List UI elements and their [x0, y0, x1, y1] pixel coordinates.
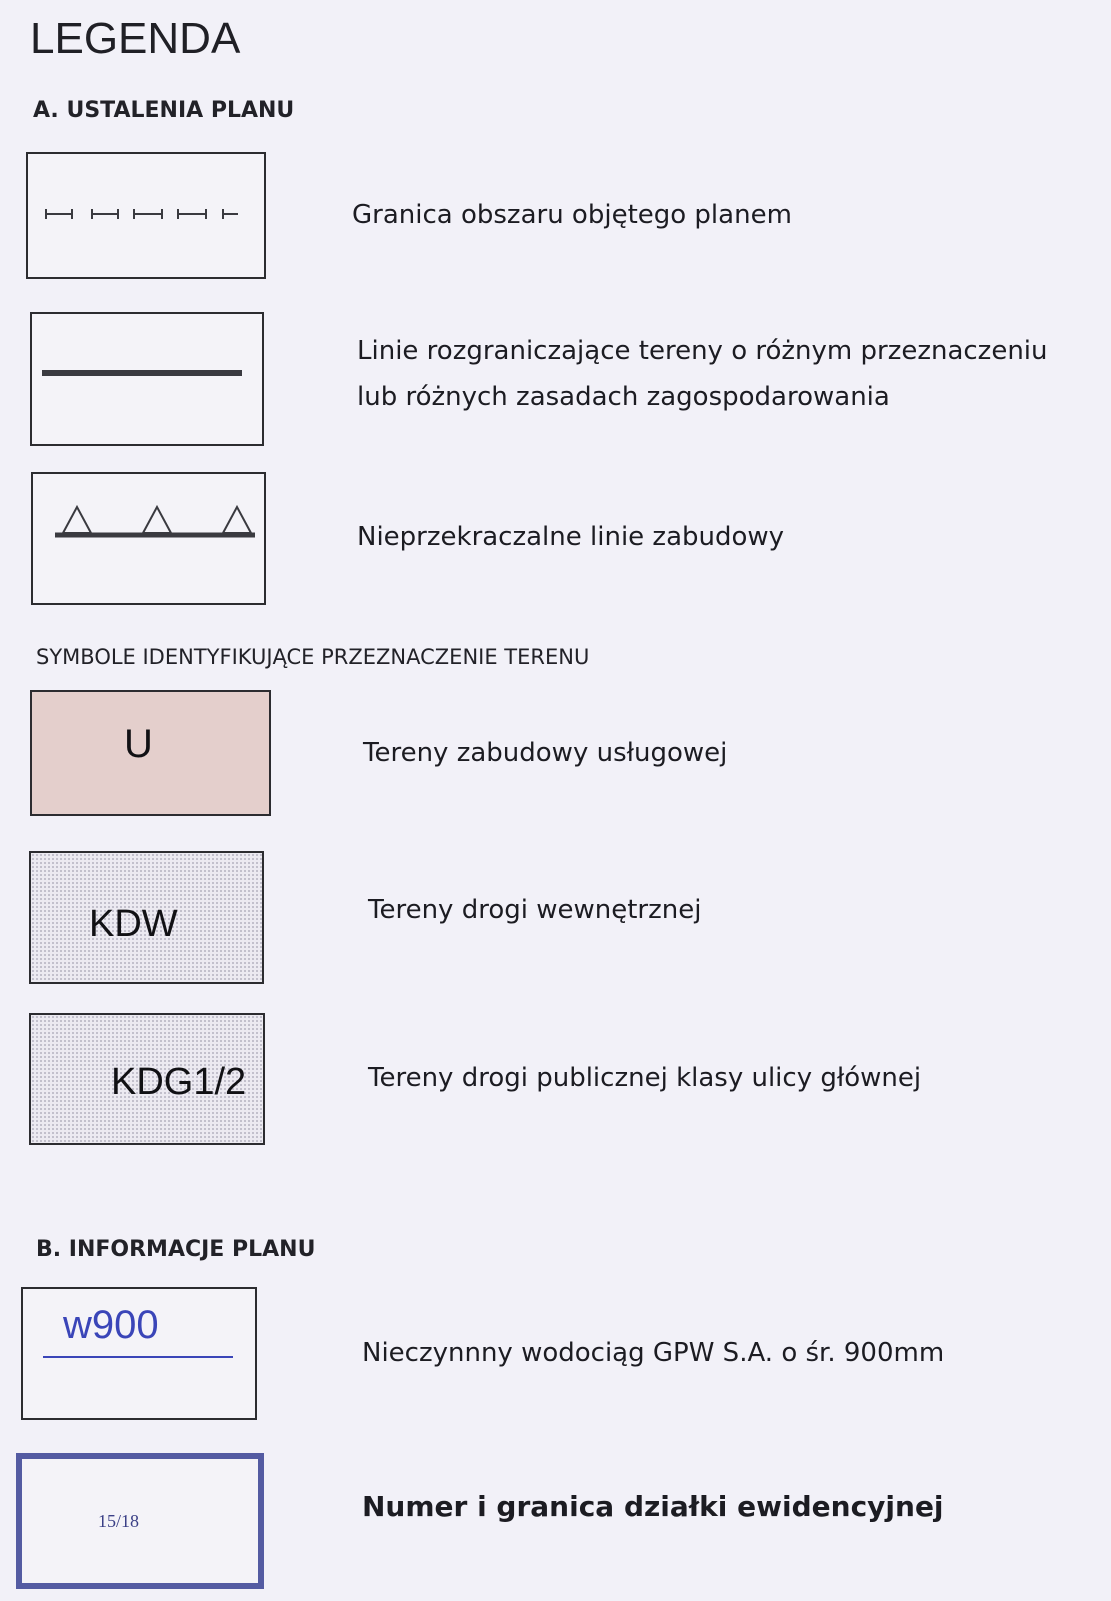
land-use-kdg-symbol	[29, 1013, 265, 1145]
land-use-u-symbol	[30, 690, 271, 816]
parcel-number: 15/18	[98, 1511, 140, 1531]
section-a-heading: A. USTALENIA PLANU	[33, 98, 295, 123]
building-line-symbol	[31, 472, 266, 605]
boundary-line-symbol	[26, 152, 266, 279]
legend-title: LEGENDA	[30, 14, 241, 63]
land-use-kdw-description: Tereny drogi wewnętrznej	[368, 895, 702, 925]
land-use-kdg-description: Tereny drogi publicznej klasy ulicy głównej	[368, 1063, 922, 1093]
parcel-symbol	[16, 1453, 264, 1589]
demarcation-line-symbol	[30, 312, 264, 446]
land-use-kdw-code: KDW	[89, 903, 178, 945]
triangle-line-icon	[33, 474, 264, 603]
water-pipe-line-icon	[23, 1289, 255, 1418]
building-line-description: Nieprzekraczalne linie zabudowy	[357, 522, 785, 552]
parcel-description: Numer i granica działki ewidencyjnej	[362, 1490, 944, 1523]
land-use-kdg-code: KDG1/2	[111, 1061, 247, 1103]
boundary-line-description: Granica obszaru objętego planem	[352, 200, 792, 230]
land-use-u-description: Tereny zabudowy usługowej	[363, 738, 728, 768]
solid-line-icon	[32, 314, 262, 444]
land-use-kdw-symbol	[29, 851, 264, 984]
water-pipe-description: Nieczynnny wodociąg GPW S.A. o śr. 900mm	[362, 1338, 945, 1368]
demarcation-line-description	[357, 328, 1048, 420]
demarcation-line-description-2: lub różnych zasadach zagospodarowania	[357, 382, 890, 412]
demarcation-line-description-1: Linie rozgraniczające tereny o różnym przeznaczeniu	[357, 336, 1048, 366]
section-b-heading: B. INFORMACJE PLANU	[36, 1237, 316, 1262]
water-pipe-symbol	[21, 1287, 257, 1420]
land-use-subheading: SYMBOLE IDENTYFIKUJĄCE PRZEZNACZENIE TERENU	[36, 645, 590, 669]
water-pipe-code: w900	[63, 1303, 159, 1347]
land-use-u-code: U	[124, 722, 153, 766]
dashed-boundary-line-icon	[28, 154, 264, 277]
